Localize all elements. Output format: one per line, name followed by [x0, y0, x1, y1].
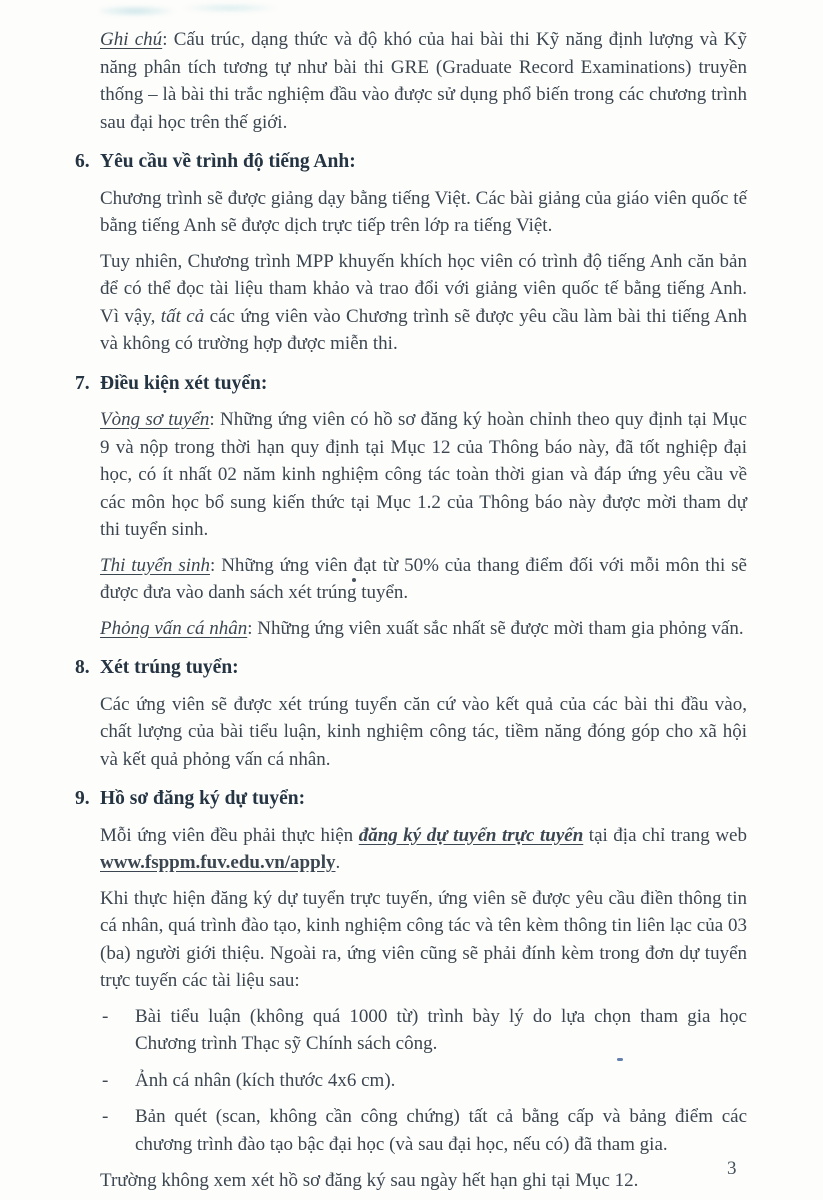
para-online-application [100, 822, 747, 877]
text-run: Bài tiểu luận (không quá 1000 từ) trình bày lý do lựa chọn tham gia học Chương trình Thạc sỹ Chính sách công. [135, 1005, 747, 1054]
note-paragraph [100, 26, 747, 136]
ink-speck [617, 1058, 623, 1061]
document-body [75, 26, 747, 1195]
section-number: 9. [75, 788, 90, 809]
bullet-essay [100, 1003, 747, 1058]
bullet-dash: - [102, 1069, 109, 1091]
para-admission-criteria [100, 691, 747, 774]
heading-section-6 [75, 148, 747, 176]
text-run: : Những ứng viên có hồ sơ đăng ký hoàn chỉnh theo quy định tại Mục 9 và nộp trong thời hạn quy định tại Mục 12 của Thông báo này, đã tốt nghiệp đại học, có ít nhất 02 năm kinh nghiệm công tác toàn thời gian và đáp ứng yêu cầu về các môn học bổ sung kiến thức tại Mục 1.2 của Thông báo này được mời tham dự thi tuyển sinh. [100, 409, 747, 540]
text-run: Trường không xem xét hồ sơ đăng ký sau ngày hết hạn ghi tại Mục 12. [100, 1170, 639, 1191]
text-run: Hồ sơ đăng ký dự tuyển: [100, 788, 306, 809]
round-label: Thi tuyển sinh [100, 554, 210, 576]
text-run: Tuy nhiên, Chương trình MPP khuyến khích học viên có trình độ tiếng Anh căn bản để có thể đọc tài liệu tham khảo và trao đổi với giảng viên quốc tế bằng tiếng Anh. Vì vậy, [100, 250, 747, 327]
bullet-text [135, 1003, 747, 1058]
text-run: Các ứng viên sẽ được xét trúng tuyển căn cứ vào kết quả của các bài thi đầu vào, chất lượng của bài tiểu luận, kinh nghiệm công tác, tiềm năng đóng góp cho xã hội và kết quả phỏng vấn cá nhân. [100, 693, 747, 770]
text-run: . [335, 852, 341, 873]
page-number: 3 [727, 1158, 737, 1179]
text-run: Mỗi ứng viên đều phải thực hiện [100, 824, 359, 846]
section-title [100, 148, 747, 176]
para-application-info [100, 885, 747, 995]
para-personal-interview [100, 615, 747, 643]
text-run: : Những ứng viên đạt từ 50% của thang điểm đối với mỗi môn thi sẽ được đưa vào danh sách xét trúng tuyển. [100, 554, 747, 603]
ink-bleed-mark [100, 0, 290, 26]
section-number: 7. [75, 372, 90, 394]
para-teaching-language [100, 185, 747, 240]
section-number: 6. [75, 151, 90, 172]
para-preliminary-round [100, 406, 747, 544]
text-run: Ảnh cá nhân (kích thước 4x6 cm). [135, 1069, 396, 1091]
bullet-dash: - [102, 1005, 109, 1027]
text-run: : Những ứng viên xuất sắc nhất sẽ được mời tham gia phỏng vấn. [247, 617, 744, 639]
para-entrance-exam [100, 552, 747, 607]
text-run: Bản quét (scan, không cần công chứng) tất cả bằng cấp và bảng điểm các chương trình đào tạo bậc đại học (và sau đại học, nếu có) đã tham gia. [135, 1106, 747, 1155]
para-english-requirement [100, 248, 747, 358]
online-registration-emphasis: đăng ký dự tuyển trực tuyến [358, 824, 584, 846]
text-run: Xét trúng tuyển [100, 657, 233, 678]
text-run: tại địa chỉ trang web [583, 824, 747, 846]
heading-section-7 [75, 370, 747, 398]
bullet-photo [100, 1067, 747, 1095]
bullet-transcripts [100, 1103, 747, 1158]
text-run: Điều kiện xét tuyển: [100, 372, 268, 394]
heading-section-8 [75, 654, 747, 682]
section-number: 8. [75, 657, 90, 678]
heading-section-9 [75, 785, 747, 813]
round-label: Phỏng vấn cá nhân [100, 617, 248, 639]
bullet-dash: - [102, 1106, 109, 1127]
text-run: : Cấu trúc, dạng thức và độ khó của hai bài thi Kỹ năng định lượng và Kỹ năng phân tích tương tự như bài thi GRE (Graduate Record Examinations) truyền thống – là bài thi trắc nghiệm đầu vào được sử dụng phổ biến trong các chương trình sau đại học trên thế giới. [100, 29, 748, 133]
ink-speck [352, 578, 356, 582]
section-title [100, 370, 747, 398]
bullet-text [135, 1103, 747, 1158]
text-run: Khi thực hiện đăng ký dự tuyển trực tuyến, ứng viên sẽ được yêu cầu điền thông tin cá nhân, quá trình đào tạo, kinh nghiệm công tác và tên kèm thông tin liên lạc của 03 (ba) người giới thiệu. Ngoài ra, ứng viên cũng sẽ phải đính kèm trong đơn dự tuyển trực tuyến các tài liệu sau: [100, 887, 747, 991]
text-run: Yêu cầu về trình độ tiếng Anh: [100, 151, 356, 172]
text-run: tất cả [160, 305, 205, 327]
note-label: Ghi chú [100, 29, 163, 50]
apply-url: www.fsppm.fuv.edu.vn/apply [100, 852, 336, 873]
text-run: Chương trình sẽ được giảng dạy bằng tiếng Việt. Các bài giảng của giáo viên quốc tế bằng tiếng Anh sẽ được dịch trực tiếp trên lớp ra tiếng Việt. [100, 187, 747, 236]
para-deadline-note [100, 1167, 747, 1195]
section-title [100, 654, 747, 682]
round-label: Vòng sơ tuyển [100, 409, 210, 430]
bullet-text [135, 1067, 747, 1095]
text-run: các ứng viên vào Chương trình sẽ được yêu cầu làm bài thi tiếng Anh và không có trường hợp được miễn thi. [100, 305, 747, 354]
section-title [100, 785, 747, 813]
text-run: : [232, 657, 239, 678]
